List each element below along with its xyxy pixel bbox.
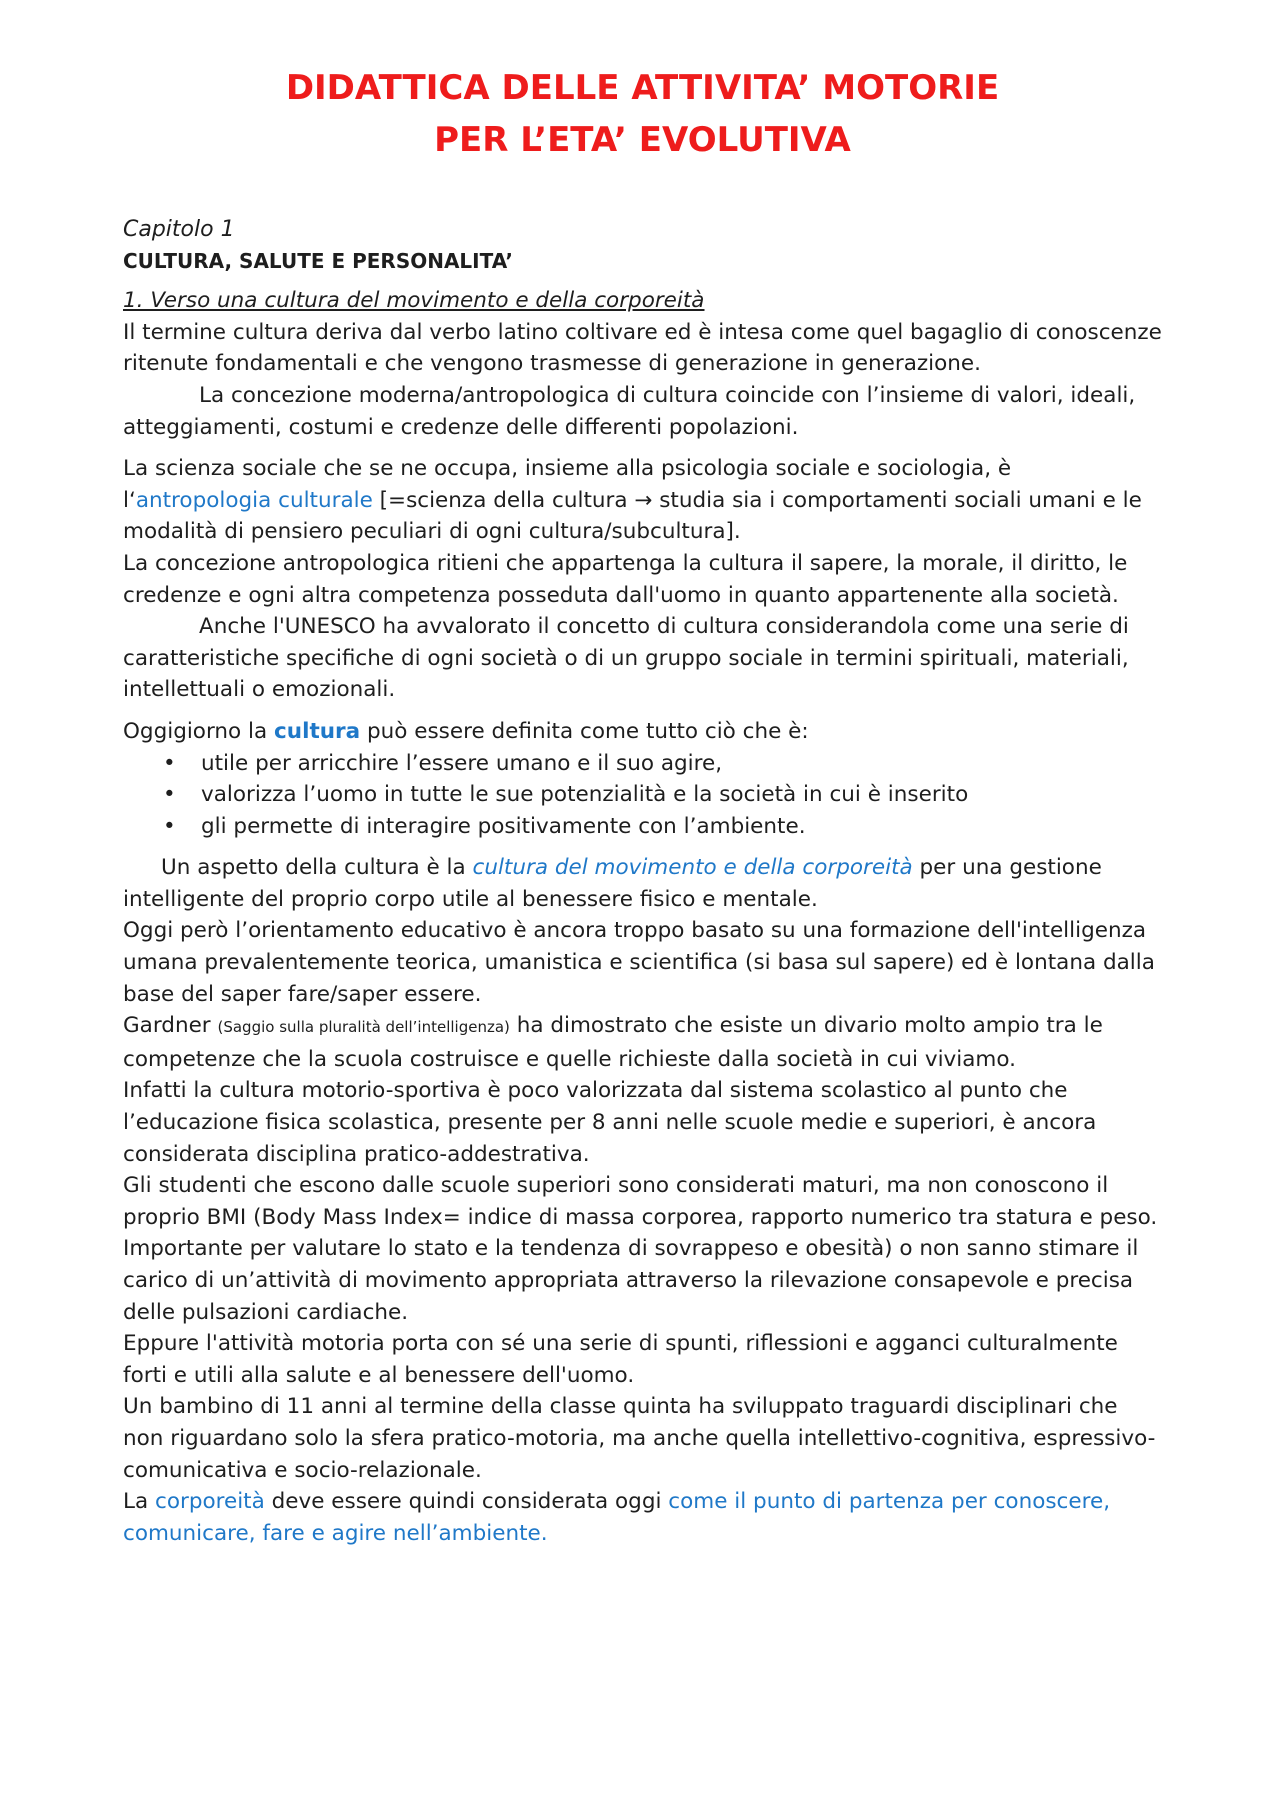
title-line-1: DIDATTICA DELLE ATTIVITA’ MOTORIE	[285, 68, 1000, 108]
paragraph-3-text-a: La scienza sociale che se ne occupa, insieme alla psicologia sociale e sociologia, è l‘	[123, 456, 1012, 513]
chapter-label: Capitolo 1	[123, 217, 235, 242]
gardner-reference: (Saggio sulla pluralità dell’intelligenza)	[217, 1018, 510, 1037]
bullet-list	[123, 748, 1162, 843]
list-item	[163, 779, 1162, 811]
paragraph-7-text-b: per una gestione intelligente del proprio corpo utile al benessere fisico e mentale.	[123, 855, 1102, 912]
paragraph-6	[123, 716, 1162, 748]
paragraph-7-text-a: Un aspetto della cultura è la	[161, 855, 473, 881]
paragraph-9-text-b: ha dimostrato che esiste un divario molto ampio tra le competenze che la scuola costruisce e quelle richieste dalla società in cui viviamo.	[123, 1013, 1103, 1072]
paragraph-4: La concezione antropologica ritieni che appartenga la cultura il sapere, la morale, il diritto, le credenze e ogni altra competenza posseduta dall'uomo in quanto appartenente alla società.	[123, 550, 1128, 608]
paragraph-7	[123, 852, 1162, 915]
paragraph-8: Oggi però l’orientamento educativo è ancora troppo basato su una formazione dell'intelligenza umana prevalentemente teorica, umanistica e scientifica (si basa sul sapere) ed è lontana dalla base del saper fare/saper essere.	[123, 918, 1155, 1007]
bullet-icon: •	[163, 813, 176, 839]
paragraph-6-text-b: può essere definita come tutto ciò che è:	[360, 718, 809, 744]
highlight-antropologia-culturale: antropologia culturale	[135, 487, 373, 513]
highlight-cultura-movimento: cultura del movimento e della corporeità	[472, 855, 913, 881]
chapter-heading: CULTURA, SALUTE E PERSONALITA’	[123, 248, 513, 273]
keyword-cultura: cultura	[274, 718, 361, 744]
list-item	[163, 811, 1162, 843]
paragraph-14-text-a: La	[123, 1489, 155, 1515]
highlight-punto-di-partenza: come il punto di partenza per conoscere, comunicare, fare e agire nell’ambiente.	[123, 1489, 1111, 1546]
paragraph-2: La concezione moderna/antropologica di cultura coincide con l’insieme di valori, ideali, atteggiamenti, costumi e credenze delle differenti popolazioni.	[123, 382, 1136, 440]
paragraph-12: Eppure l'attività motoria porta con sé una serie di spunti, riflessioni e agganci culturalmente forti e utili alla salute e al benessere dell'uomo.	[123, 1331, 1118, 1388]
paragraph-9-text-a: Gardner	[123, 1013, 218, 1039]
title-line-2: PER L’ETA’ EVOLUTIVA	[434, 120, 851, 160]
paragraph-11: Gli studenti che escono dalle scuole superiori sono considerati maturi, ma non conoscono il proprio BMI (Body Mass Index= indice di massa corporea, rapporto numerico tra statura e peso. Importante per valutare lo stato e la tendenza di sovrappeso e obesità) o non sanno stimare il carico di un’attività di movimento appropriata attraverso la rilevazione consapevole e precisa delle pulsazioni cardiache.	[123, 1173, 1158, 1325]
paragraph-3-text-b: [=scienza della cultura → studia sia i comportamenti sociali umani e le modalità di pensiero peculiari di ogni cultura/subcultura].	[123, 487, 1142, 545]
list-item	[163, 748, 1162, 780]
paragraph-3	[123, 453, 1162, 548]
paragraph-14	[123, 1486, 1162, 1549]
section-heading: 1. Verso una cultura del movimento e della corporeità	[123, 288, 705, 314]
paragraph-10: Infatti la cultura motorio-sportiva è poco valorizzata dal sistema scolastico al punto che l’educazione fisica scolastica, presente per 8 anni nelle scuole medie e superiori, è ancora considerata disciplina pratico-addestrativa.	[123, 1078, 1097, 1167]
list-item-text: valorizza l’uomo in tutte le sue potenzialità e la società in cui è inserito	[201, 782, 969, 808]
document-title	[123, 62, 1162, 166]
paragraph-1: Il termine cultura deriva dal verbo latino coltivare ed è intesa come quel bagaglio di conoscenze ritenute fondamentali e che vengono trasmesse di generazione in generazione.	[123, 319, 1162, 377]
list-item-text: gli permette di interagire positivamente con l’ambiente.	[201, 813, 806, 839]
highlight-corporeita: corporeità	[155, 1489, 265, 1515]
paragraph-5: Anche l'UNESCO ha avvalorato il concetto di cultura considerandola come una serie di caratteristiche specifiche di ogni società o di un gruppo sociale in termini spirituali, materiali, intellettuali o emozionali.	[123, 614, 1129, 703]
bullet-icon: •	[163, 750, 176, 776]
bullet-icon: •	[163, 782, 176, 808]
list-item-text: utile per arricchire l’essere umano e il suo agire,	[201, 750, 723, 776]
paragraph-9	[123, 1010, 1162, 1075]
paragraph-14-text-b: deve essere quindi considerata oggi	[264, 1489, 669, 1515]
paragraph-6-text-a: Oggigiorno la	[123, 718, 275, 744]
paragraph-13: Un bambino di 11 anni al termine della classe quinta ha sviluppato traguardi disciplinari che non riguardano solo la sfera pratico-motoria, ma anche quella intellettivo-cognitiva, espressivo-comunicativa e socio-relazionale.	[123, 1394, 1156, 1483]
